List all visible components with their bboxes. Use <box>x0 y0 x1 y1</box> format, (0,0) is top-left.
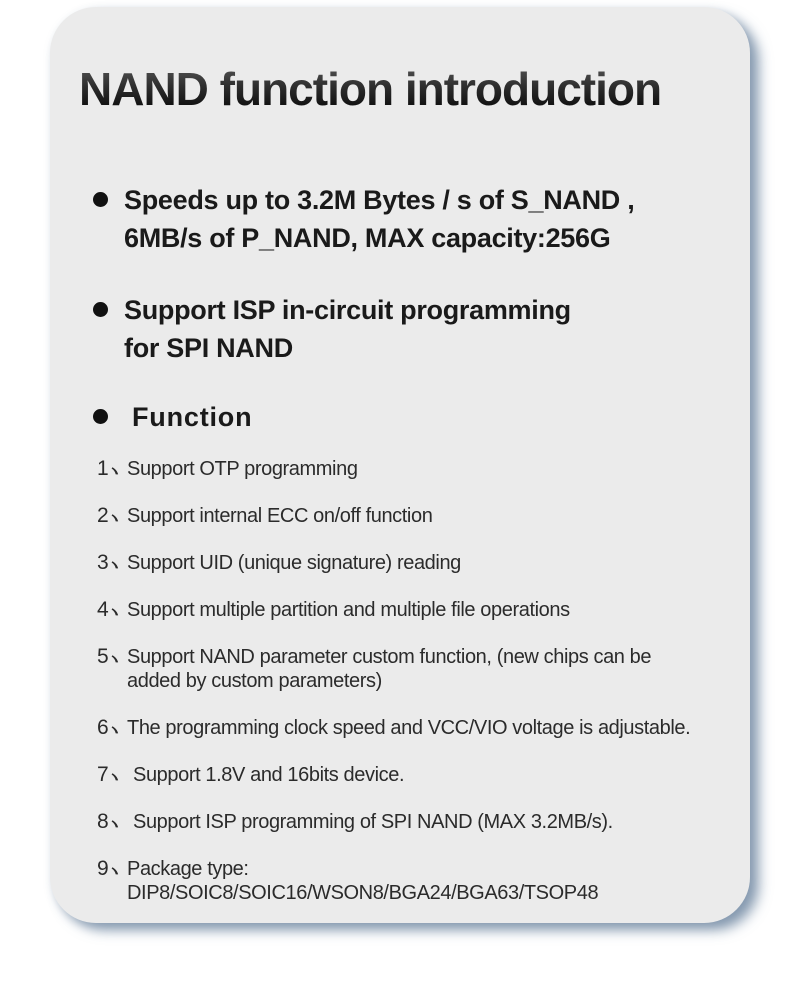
bullet-line: Speeds up to 3.2M Bytes / s of S_NAND , <box>124 185 635 215</box>
item-text: Package type: DIP8/SOIC8/SOIC16/WSON8/BGA24/BGA63/TSOP48 <box>127 858 599 904</box>
list-item <box>97 763 724 787</box>
item-number: 2 <box>97 504 109 527</box>
list-item <box>97 551 724 575</box>
bullet-function <box>93 398 724 436</box>
item-text-line: added by custom parameters) <box>127 670 382 692</box>
list-item <box>97 645 724 693</box>
bullet-text <box>132 398 252 436</box>
bullet-icon <box>93 192 108 207</box>
item-text: Support ISP programming of SPI NAND (MAX 3.2MB/s). <box>133 811 613 833</box>
ideographic-comma-icon <box>111 466 120 476</box>
list-marker <box>97 810 127 834</box>
item-number: 6 <box>97 716 109 739</box>
item-text: Support internal ECC on/off function <box>127 505 433 527</box>
list-marker <box>97 645 127 669</box>
list-item <box>97 857 724 905</box>
list-item <box>97 457 724 481</box>
ideographic-comma-icon <box>111 866 120 876</box>
item-number: 5 <box>97 645 109 668</box>
item-text: Support 1.8V and 16bits device. <box>133 764 405 786</box>
ideographic-comma-icon <box>111 607 120 617</box>
bullet-icon <box>93 409 108 424</box>
bullet-line: Support ISP in-circuit programming <box>124 295 571 325</box>
bullet-isp <box>93 291 724 367</box>
bullet-line: Function <box>132 402 253 432</box>
ideographic-comma-icon <box>111 513 120 523</box>
bullet-text <box>124 291 571 367</box>
ideographic-comma-icon <box>111 725 120 735</box>
item-text-line: Support NAND parameter custom function, (new chips can be <box>127 646 652 668</box>
list-marker <box>97 551 127 575</box>
item-number: 3 <box>97 551 109 574</box>
item-text: Support multiple partition and multiple file operations <box>127 599 570 621</box>
list-marker <box>97 598 127 622</box>
item-number: 4 <box>97 598 109 621</box>
list-marker <box>97 457 127 481</box>
nand-intro-card <box>50 7 750 923</box>
list-marker <box>97 504 127 528</box>
list-marker <box>97 716 127 740</box>
item-text: Support UID (unique signature) reading <box>127 552 461 574</box>
list-item <box>97 598 724 622</box>
item-number: 8 <box>97 810 109 833</box>
ideographic-comma-icon <box>111 560 120 570</box>
list-marker <box>97 857 127 881</box>
bullet-line: 6MB/s of P_NAND, MAX capacity:256G <box>124 223 611 253</box>
item-text: Support OTP programming <box>127 458 358 480</box>
page-title: NAND function introduction <box>79 61 724 117</box>
list-item <box>97 810 724 834</box>
bullet-text <box>124 181 634 257</box>
feature-list <box>97 457 724 905</box>
bullet-icon <box>93 302 108 317</box>
bullet-speeds <box>93 181 724 257</box>
bullet-line: for SPI NAND <box>124 333 293 363</box>
ideographic-comma-icon <box>111 819 120 829</box>
list-item <box>97 504 724 528</box>
list-item <box>97 716 724 740</box>
item-number: 9 <box>97 857 109 880</box>
ideographic-comma-icon <box>111 772 120 782</box>
item-text <box>127 645 651 693</box>
ideographic-comma-icon <box>111 654 120 664</box>
item-text: The programming clock speed and VCC/VIO voltage is adjustable. <box>127 717 691 739</box>
list-marker <box>97 763 127 787</box>
item-number: 1 <box>97 457 109 480</box>
item-number: 7 <box>97 763 109 786</box>
